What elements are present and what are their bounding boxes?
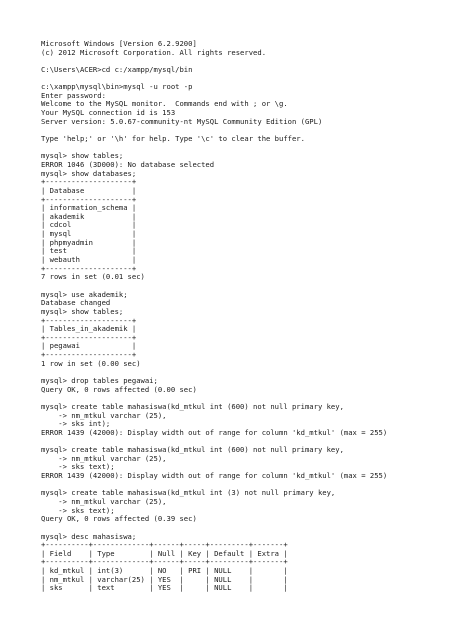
console-line: mysql> create table mahasiswa(kd_mtkul int (600) not null primary key, [41, 401, 344, 411]
console-line: mysql> create table mahasiswa(kd_mtkul int (600) not null primary key, [41, 445, 344, 455]
console-line: | information_schema | [41, 203, 137, 213]
console-line: -> nm_mtkul varchar (25), [41, 410, 167, 420]
console-line: | mysql | [41, 229, 137, 239]
console-output [41, 40, 441, 593]
console-line: 1 row in set (0.00 sec) [41, 358, 141, 368]
console-line: Enter password: [41, 90, 106, 100]
console-line: | kd_mtkul | int(3) | NO | PRI | NULL | | [41, 566, 288, 576]
console-line: | pegawai | [41, 341, 137, 351]
console-line: +--------------------+ [41, 194, 137, 204]
console-line: +--------------------+ [41, 263, 137, 273]
console-line: ERROR 1439 (42000): Display width out of range for column 'kd_mtkul' (max = 255) [41, 427, 388, 437]
console-line: Your MySQL connection id is 153 [41, 108, 176, 118]
console-line: mysql> show tables; [41, 151, 124, 161]
console-line: | akademik | [41, 211, 137, 221]
console-line: | webauth | [41, 255, 137, 265]
console-line: mysql> drop tables pegawai; [41, 375, 158, 385]
console-line: mysql> create table mahasiswa(kd_mtkul int (3) not null primary key, [41, 488, 336, 498]
console-line: mysql> use akademik; [41, 289, 128, 299]
console-line: mysql> desc mahasiswa; [41, 531, 137, 541]
console-line: Query OK, 0 rows affected (0.00 sec) [41, 384, 197, 394]
console-line: ERROR 1046 (3D000): No database selected [41, 159, 215, 169]
console-line: C:\Users\ACER>cd c:/xampp/mysql/bin [41, 64, 193, 74]
console-line: | cdcol | [41, 220, 137, 230]
console-line: (c) 2012 Microsoft Corporation. All rights reserved. [41, 47, 267, 57]
console-line: | sks | text | YES | | NULL | | [41, 583, 288, 593]
console-line: Server version: 5.0.67-community-nt MySQL Community Edition (GPL) [41, 116, 323, 126]
console-line: -> nm_mtkul varchar (25), [41, 453, 167, 463]
console-line: Database changed [41, 298, 111, 308]
console-line: +--------------------+ [41, 332, 137, 342]
console-line: | Tables_in_akademik | [41, 324, 137, 334]
console-line: -> sks text); [41, 505, 115, 515]
console-line: 7 rows in set (0.01 sec) [41, 272, 145, 282]
console-line: +--------------------+ [41, 350, 137, 360]
console-line: Query OK, 0 rows affected (0.39 sec) [41, 514, 197, 524]
console-line: -> sks int); [41, 419, 111, 429]
console-line: | Database | [41, 185, 137, 195]
console-line: mysql> show tables; [41, 306, 124, 316]
console-line: Welcome to the MySQL monitor. Commands end with ; or \g. [41, 99, 288, 109]
console-line: ERROR 1439 (42000): Display width out of range for column 'kd_mtkul' (max = 255) [41, 471, 388, 481]
console-line: c:\xampp\mysql\bin>mysql -u root -p [41, 82, 193, 92]
console-line: +----------+-------------+------+-----+---------+-------+ [41, 557, 288, 567]
console-line: mysql> show databases; [41, 168, 137, 178]
console-line: | test | [41, 246, 137, 256]
console-line: | nm_mtkul | varchar(25) | YES | | NULL | | [41, 574, 288, 584]
console-line: Microsoft Windows [Version 6.2.9200] [41, 39, 197, 48]
console-line: +--------------------+ [41, 315, 137, 325]
console-line: Type 'help;' or '\h' for help. Type '\c' to clear the buffer. [41, 134, 305, 144]
console-line: -> sks text); [41, 462, 115, 472]
console-line: +--------------------+ [41, 177, 137, 187]
console-line: +----------+-------------+------+-----+---------+-------+ [41, 540, 288, 550]
console-line: -> nm_mtkul varchar (25), [41, 496, 167, 506]
console-line: | phpmyadmin | [41, 237, 137, 247]
console-line: | Field | Type | Null | Key | Default | Extra | [41, 548, 288, 558]
